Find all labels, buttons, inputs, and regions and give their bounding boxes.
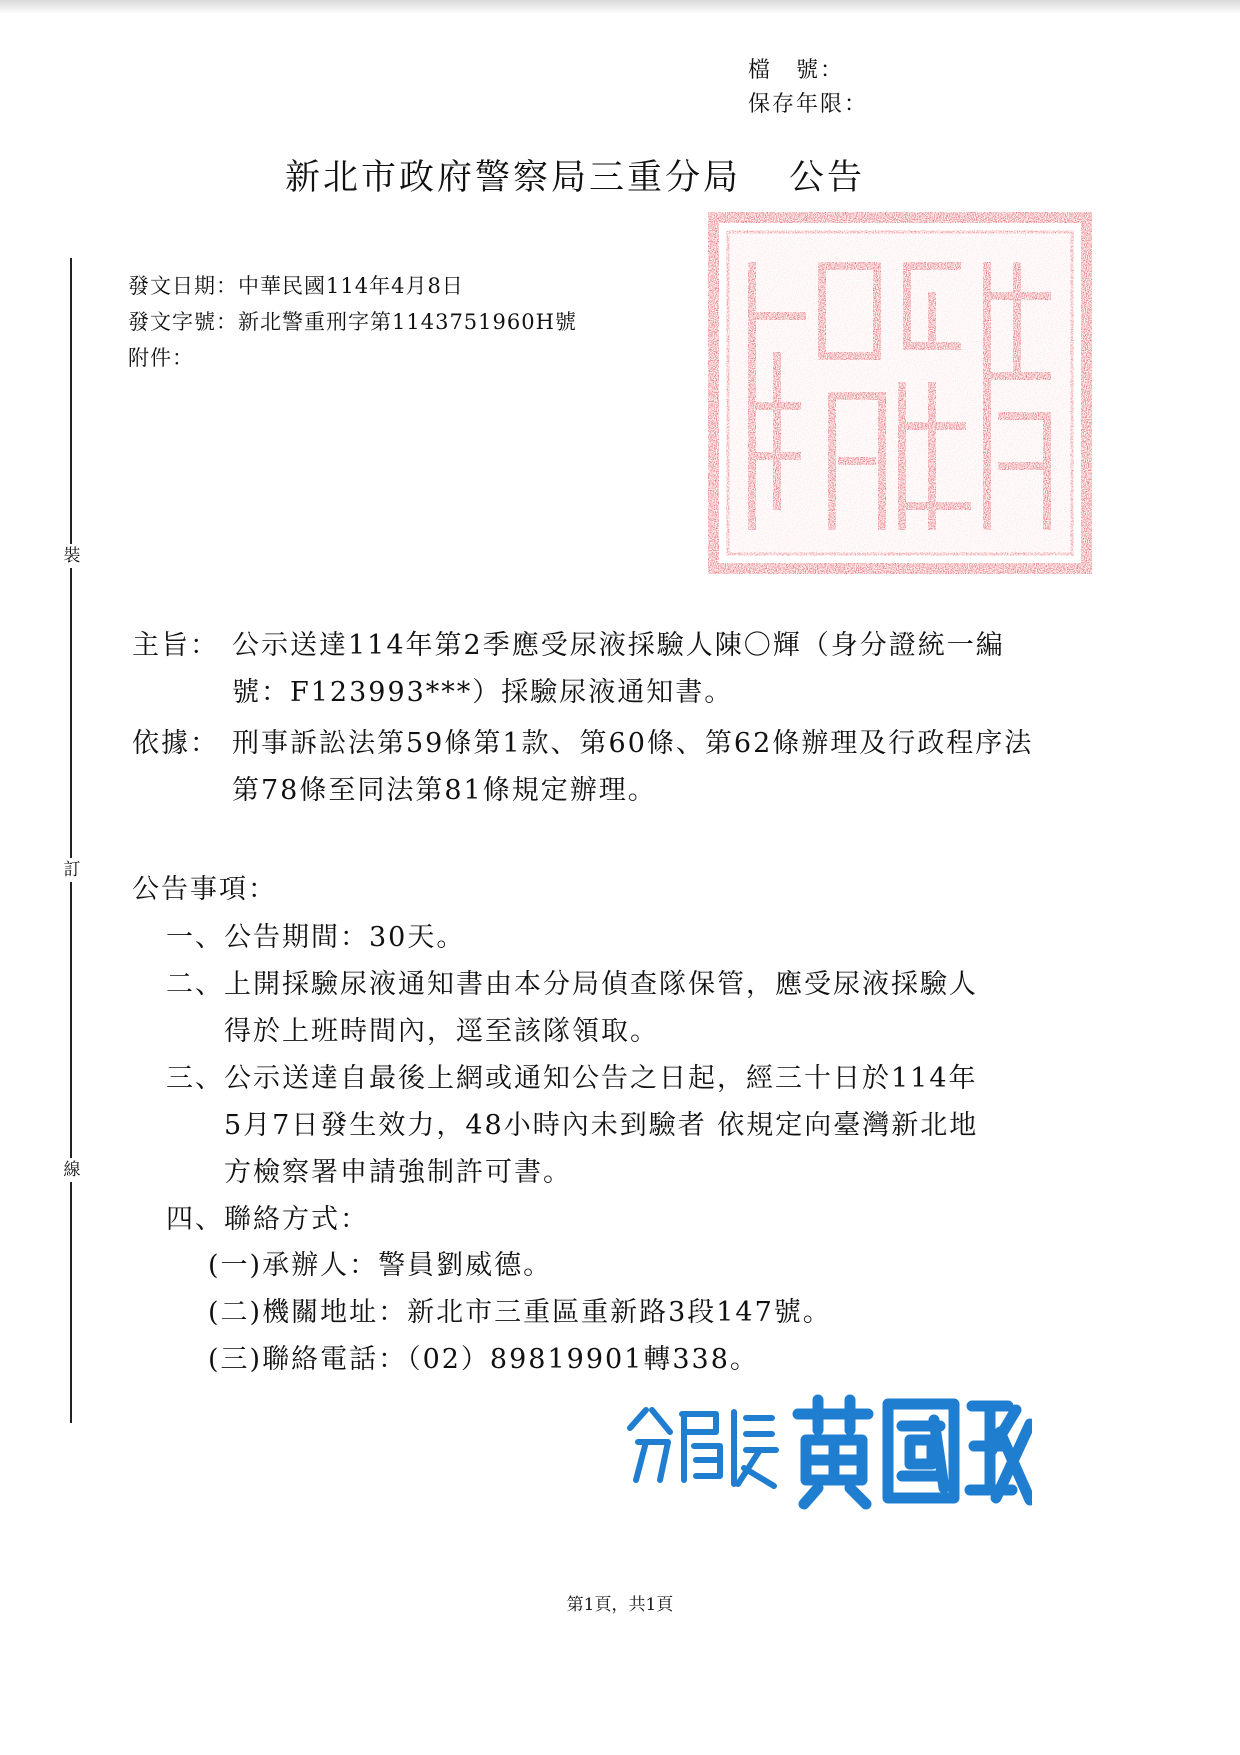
contact-list <box>208 1242 832 1383</box>
binding-char-2: 訂 <box>60 858 84 882</box>
contact-text: 承辦人：警員劉威德。 <box>262 1250 553 1281</box>
issue-date: 發文日期：中華民國114年4月8日 <box>128 274 464 298</box>
notice-items <box>166 914 990 1243</box>
basis-section <box>132 720 1054 814</box>
notice-item-num: 二、 <box>166 969 224 1000</box>
contact-item <box>208 1336 832 1383</box>
notice-item-num: 三、 <box>166 1063 224 1094</box>
official-seal-stamp <box>702 206 1098 580</box>
page-number: 第1頁，共1頁 <box>566 1595 674 1615</box>
notice-item <box>166 1055 990 1196</box>
notice-item-text: 聯絡方式： <box>224 1204 369 1235</box>
notice-item-text: 公示送達自最後上網或通知公告之日起，經三十日於114年5月7日發生效力，48小時內未到驗者 依規定向臺灣新北地方檢察署申請強制許可書。 <box>224 1063 979 1188</box>
notice-heading: 公告事項： <box>132 874 277 905</box>
file-no-label: 檔 號： <box>748 58 845 83</box>
reference-number: 發文字號：新北警重刑字第1143751960H號 <box>128 310 577 334</box>
doc-type: 公告 <box>789 158 866 198</box>
document-title <box>285 150 865 200</box>
subject-text: 公示送達114年第2季應受尿液採驗人陳〇輝（身分證統一編號：F123993***）採驗尿液通知書。 <box>232 630 1005 708</box>
notice-item-num: 四、 <box>166 1204 224 1235</box>
attachment-label: 附件： <box>128 346 194 370</box>
retention-label: 保存年限： <box>748 92 869 117</box>
subject-section <box>132 622 1054 716</box>
notice-item <box>166 914 990 961</box>
notice-item-num: 一、 <box>166 922 224 953</box>
contact-item <box>208 1289 832 1336</box>
contact-num: (二) <box>208 1297 263 1328</box>
notice-item-text: 上開採驗尿液通知書由本分局偵查隊保管，應受尿液採驗人得於上班時間內，逕至該隊領取。 <box>224 969 978 1047</box>
notice-item-text: 公告期間：30天。 <box>224 922 466 953</box>
basis-label: 依據： <box>132 728 219 759</box>
contact-num: (一) <box>208 1250 263 1281</box>
binding-char-3: 線 <box>60 1158 84 1182</box>
document-meta <box>128 268 577 376</box>
contact-item <box>208 1242 832 1289</box>
subject-label: 主旨： <box>132 630 219 661</box>
contact-text: 機關地址：新北市三重區重新路3段147號。 <box>262 1297 832 1328</box>
notice-item <box>166 1196 990 1243</box>
contact-num: (三) <box>208 1344 263 1375</box>
scan-edge <box>0 0 1240 14</box>
contact-text: 聯絡電話：（02）89819901轉338。 <box>262 1344 759 1375</box>
agency-name: 新北市政府警察局三重分局 <box>285 158 742 198</box>
archive-info <box>748 54 868 122</box>
binding-line <box>70 258 72 1423</box>
binding-char-1: 裝 <box>60 544 84 568</box>
basis-text: 刑事訴訟法第59條第1款、第60條、第62條辦理及行政程序法第78條至同法第81條規定辦理。 <box>232 728 1034 806</box>
chief-signature-stamp <box>612 1380 1032 1510</box>
notice-item <box>166 961 990 1055</box>
